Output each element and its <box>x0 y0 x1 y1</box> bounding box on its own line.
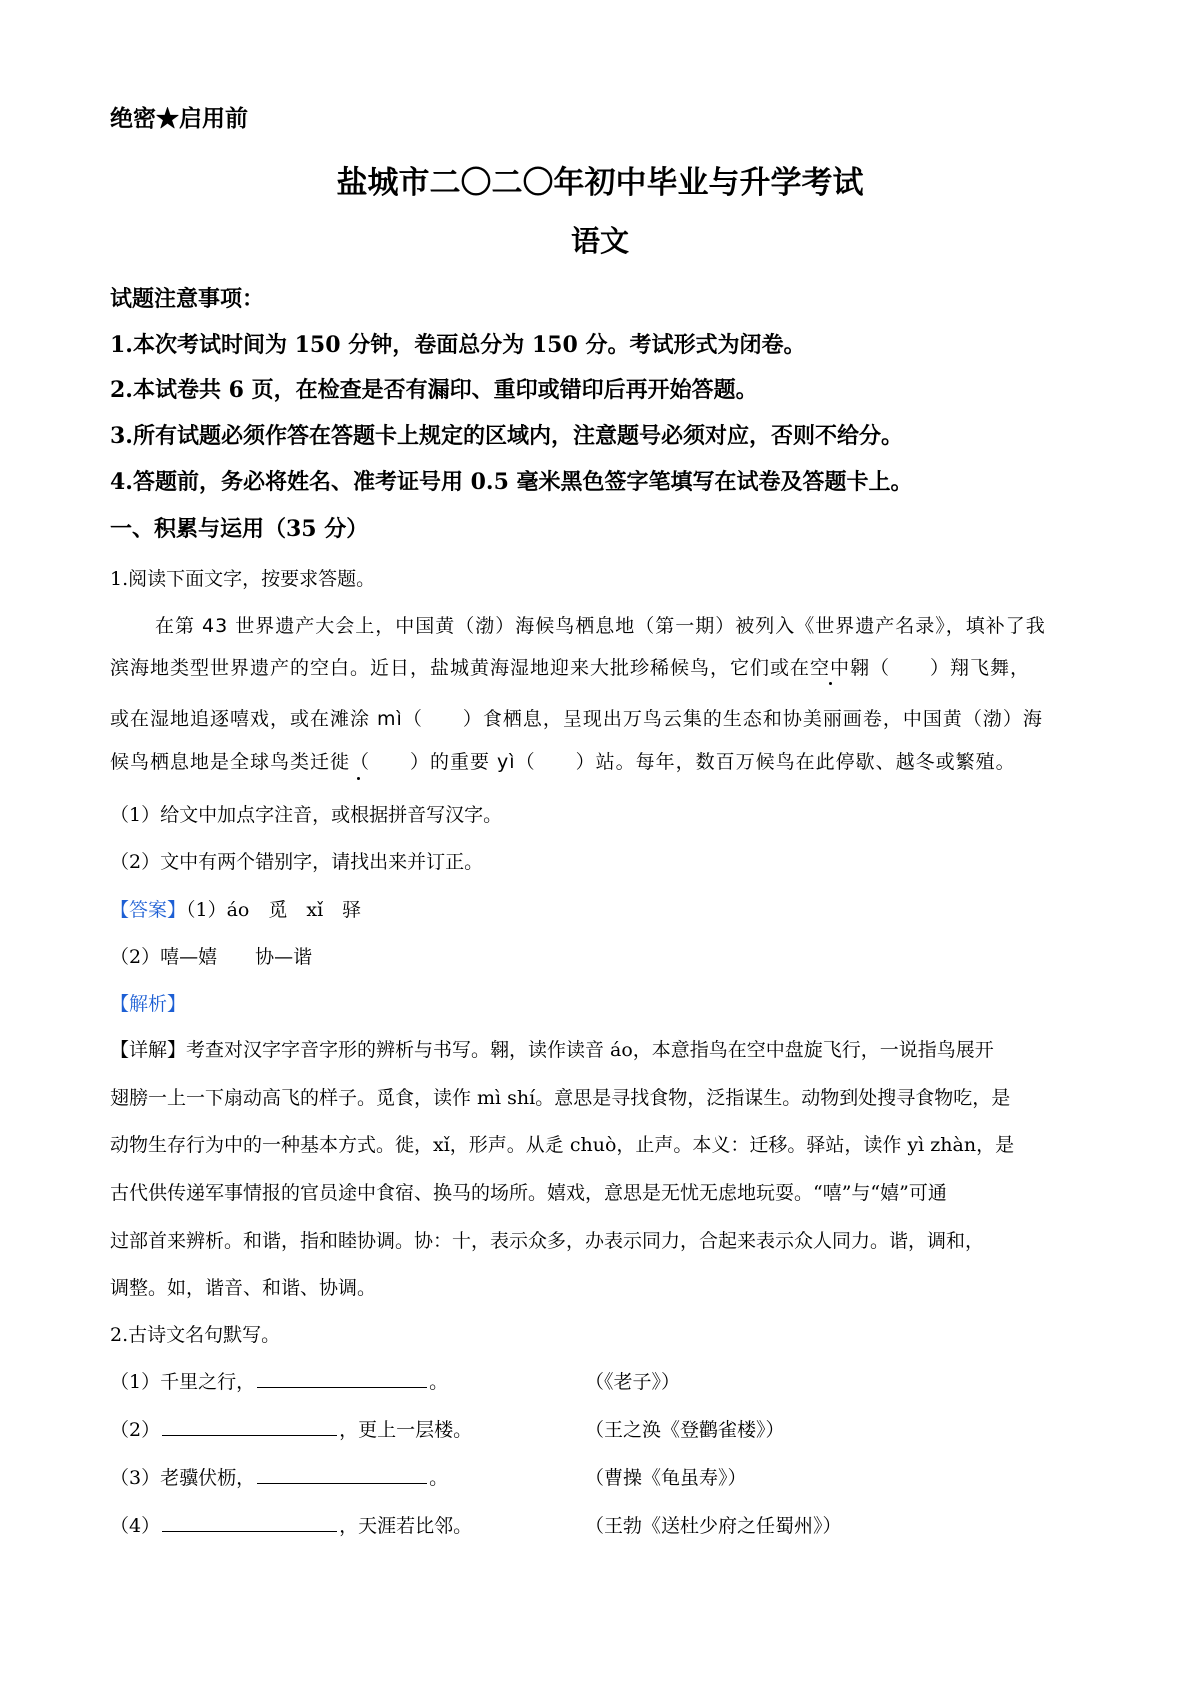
emphasis-dot <box>357 777 360 780</box>
notes-heading: 试题注意事项： <box>110 286 265 312</box>
fill-source: （王勃《送杜少府之任蜀州》） <box>585 1515 842 1537</box>
fill-item: （2） ，更上一层楼。 <box>110 1419 473 1441</box>
note-item: 3.所有试题必须作答在答题卡上规定的区域内，注意题号必须对应，否则不给分。 <box>110 423 903 449</box>
note-item: 2.本试卷共 6 页，在检查是否有漏印、重印或错印后再开始答题。 <box>110 377 758 403</box>
sub-question-2: （2）文中有两个错别字，请找出来并订正。 <box>110 851 484 873</box>
answer-blank <box>257 1369 427 1388</box>
detail-line: 调整。如，谐音、和谐、协调。 <box>110 1277 377 1299</box>
passage-line: 或在湿地追逐嘻戏，或在滩涂 mì（ ）食栖息，呈现出万鸟云集的生态和协美丽画卷，中国黄（渤）海 <box>110 708 1043 730</box>
detail-line: 翅膀一上一下扇动高飞的样子。觅食，读作 mì shí。意思是寻找食物，泛指谋生。动物到处搜寻食物吃，是 <box>110 1087 1011 1109</box>
section-heading: 一、积累与运用（35 分） <box>110 516 369 542</box>
fill-item: （3）老骥伏枥， 。 <box>110 1467 449 1489</box>
fill-source: （王之涣《登鹳雀楼》） <box>585 1419 785 1441</box>
passage-line: 候鸟栖息地是全球鸟类迁徙（ ）的重要 yì（ ）站。每年，数百万候鸟在此停歇、越冬或繁殖。 <box>110 751 1016 773</box>
detail-line: 过部首来辨析。和谐，指和睦协调。协：十，表示众多，办表示同力，合起来表示众人同力。谐，调和， <box>110 1230 985 1252</box>
passage-line: 滨海地类型世界遗产的空白。近日，盐城黄海湿地迎来大批珍稀候鸟，它们或在空中翱（ ）翔飞舞， <box>110 657 1031 679</box>
answer-blank <box>257 1465 427 1484</box>
analysis-label: 【解析】 <box>110 993 187 1015</box>
fill-source: （《老子》） <box>585 1371 681 1393</box>
fill-source: （曹操《龟虽寿》） <box>585 1467 747 1489</box>
note-item: 4.答题前，务必将姓名、准考证号用 0.5 毫米黑色签字笔填写在试卷及答题卡上。 <box>110 469 913 495</box>
question-1-stem: 1.阅读下面文字，按要求答题。 <box>110 568 376 590</box>
fill-item: （4） ，天涯若比邻。 <box>110 1515 473 1537</box>
question-2-stem: 2.古诗文名句默写。 <box>110 1324 281 1346</box>
emphasis-dot <box>829 682 832 685</box>
detail-line: 动物生存行为中的一种基本方式。徙，xǐ，形声。从辵 chuò，止声。本义：迁移。驿站，读作 yì zhàn，是 <box>110 1134 1015 1156</box>
answer-1: （1）áo 觅 xǐ 驿 <box>186 899 362 921</box>
detail-line: 【详解】考查对汉字字音字形的辨析与书写。翱，读作读音 áo，本意指鸟在空中盘旋飞行，一说指鸟展开 <box>110 1039 994 1061</box>
exam-title: 盐城市二〇二〇年初中毕业与升学考试 <box>336 165 864 201</box>
subject-title: 语文 <box>570 224 629 258</box>
answer-blank <box>162 1513 337 1532</box>
passage-line: 在第 43 世界遗产大会上，中国黄（渤）海候鸟栖息地（第一期）被列入《世界遗产名录》，填补了我 <box>155 615 1046 637</box>
answer-blank <box>162 1417 337 1436</box>
sub-question-1: （1）给文中加点字注音，或根据拼音写汉字。 <box>110 804 503 826</box>
note-item: 1.本次考试时间为 150 分钟，卷面总分为 150 分。考试形式为闭卷。 <box>110 332 806 358</box>
confidential-label: 绝密★启用前 <box>110 105 248 132</box>
answer-line <box>110 895 361 922</box>
fill-item: （1）千里之行， 。 <box>110 1371 449 1393</box>
answer-label: 【答案】 <box>110 899 187 921</box>
answer-2: （2）嘻—嬉 协—谐 <box>110 946 313 968</box>
detail-line: 古代供传递军事情报的官员途中食宿、换马的场所。嬉戏，意思是无忧无虑地玩耍。“嘻”与“嬉”可通 <box>110 1182 947 1204</box>
